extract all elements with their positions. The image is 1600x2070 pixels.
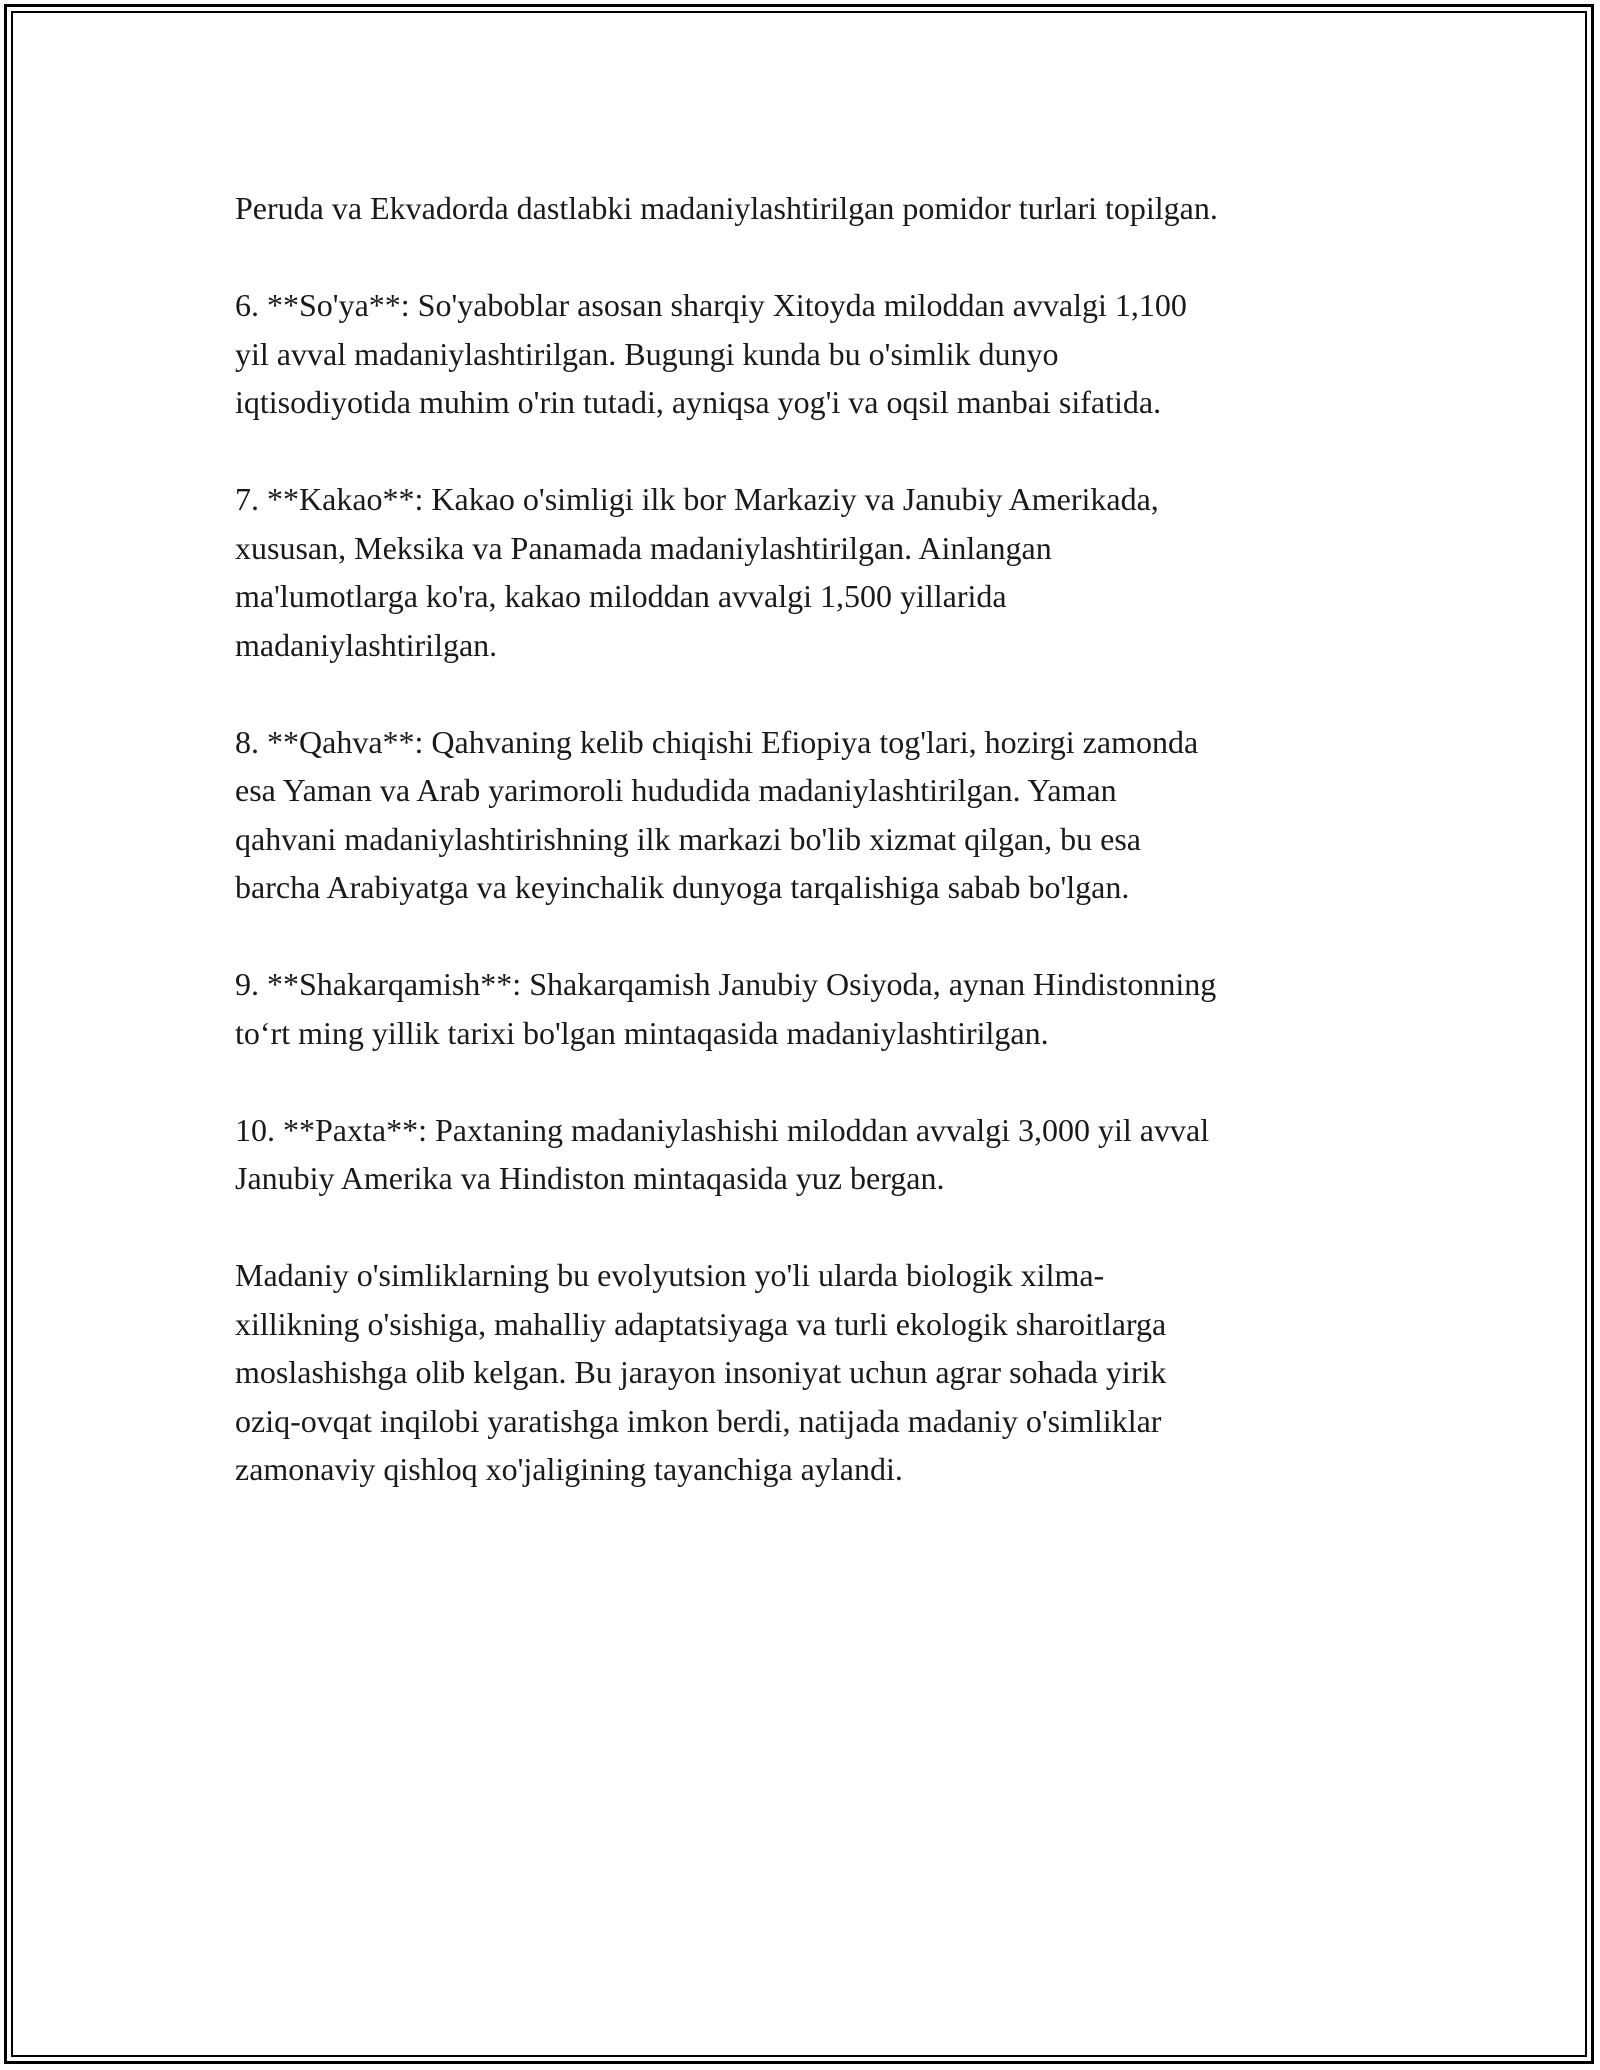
paragraph-qahva: 8. **Qahva**: Qahvaning kelib chiqishi Efiopiya tog'lari, hozirgi zamonda esa Yaman va Arab yarimoroli hududida madaniylashtirilgan. Yaman qahvani madaniylashtirishning ilk markazi bo'lib xizmat qilgan, bu esa barcha Arabiyatga va keyinchalik dunyoga tarqalishiga sabab bo'lgan. (235, 723, 1199, 905)
paragraph-conclusion: Madaniy o'simliklarning bu evolyutsion yo'li ularda biologik xilma- xillikning o'sishiga, mahalliy adaptatsiyaga va turli ekologik sharoitlarga moslashishga olib kelgan. Bu jarayon insoniyat uchun agrar sohada yirik oziq-ovqat inqilobi yaratishga imkon berdi, natijada madaniy o'simliklar zamonaviy qishloq xo'jaligining tayanchiga aylandi. (235, 1257, 1167, 1487)
paragraph-kakao: 7. **Kakao**: Kakao o'simligi ilk bor Markaziy va Janubiy Amerikada, xususan, Meksika va Panamada madaniylashtirilgan. Ainlangan ma'lumotlarga ko'ra, kakao miloddan avvalgi 1,500 yillarida madaniylashtirilgan. (235, 481, 1159, 663)
paragraph-paxta: 10. **Paxta**: Paxtaning madaniylashishi miloddan avvalgi 3,000 yil avval Janubiy Amerika va Hindiston mintaqasida yuz bergan. (235, 1111, 1210, 1196)
document-body (235, 184, 1385, 1542)
paragraph-tomato-intro: Peruda va Ekvadorda dastlabki madaniylashtirilgan pomidor turlari topilgan. (235, 190, 1218, 226)
paragraph-shakarqamish: 9. **Shakarqamish**: Shakarqamish Janubiy Osiyoda, aynan Hindistonning to‘rt ming yillik tarixi bo'lgan mintaqasida madaniylashtirilgan. (235, 966, 1217, 1051)
paragraph-soya: 6. **So'ya**: So'yaboblar asosan sharqiy Xitoyda miloddan avvalgi 1,100 yil avval madaniylashtirilgan. Bugungi kunda bu o'simlik dunyo iqtisodiyotida muhim o'rin tutadi, ayniqsa yog'i va oqsil manbai sifatida. (235, 287, 1187, 420)
